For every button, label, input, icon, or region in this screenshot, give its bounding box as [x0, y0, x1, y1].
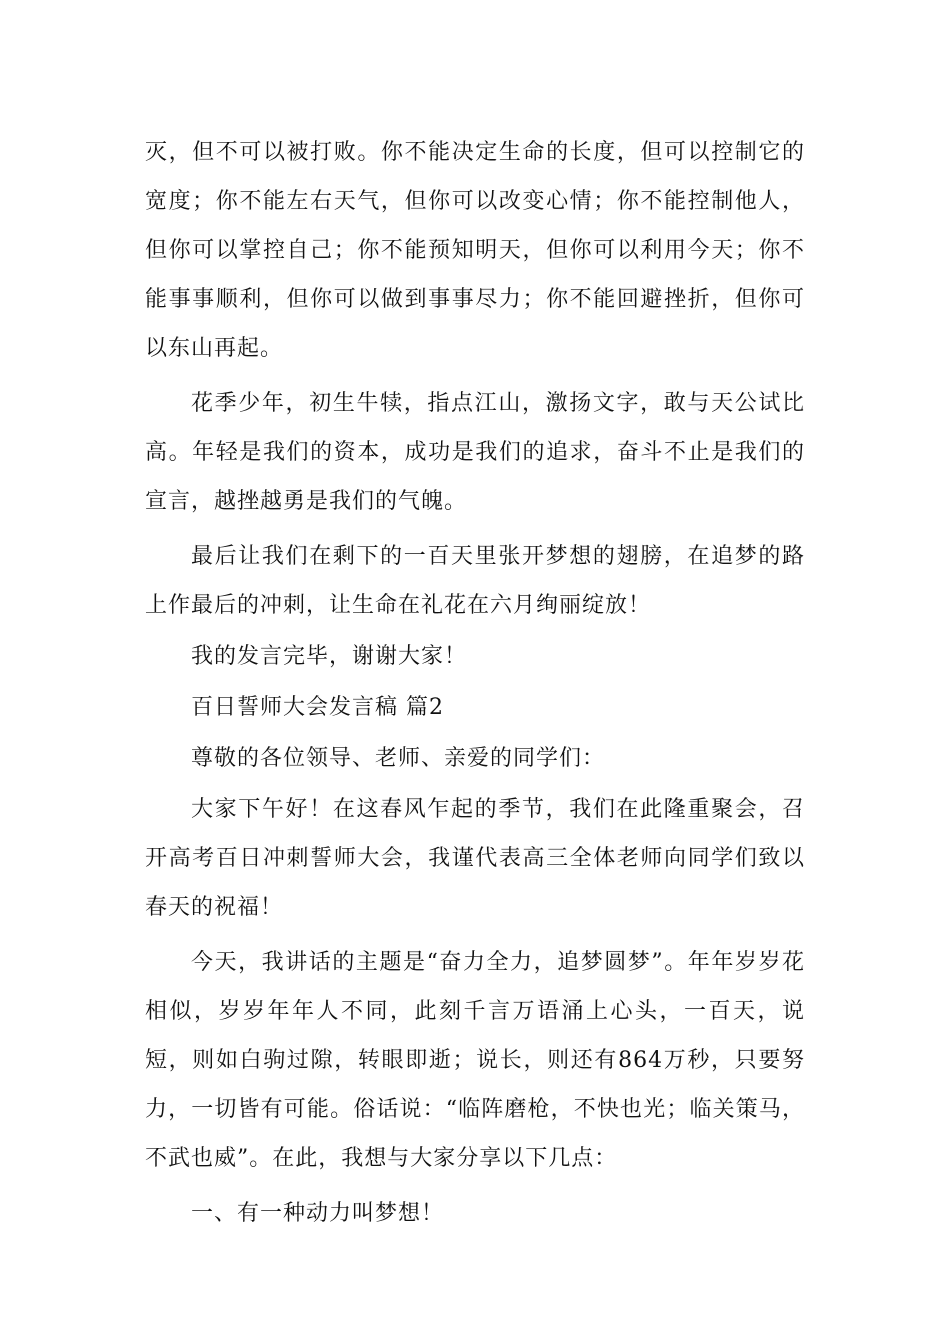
paragraph-final-sprint: 最后让我们在剩下的一百天里张开梦想的翅膀，在追梦的路上作最后的冲刺，让生命在礼花在六月绚丽绽放！: [145, 544, 805, 618]
paragraph-point-one: 一、有一种动力叫梦想！: [191, 1201, 445, 1226]
paragraph-greeting: 大家下午好！在这春风乍起的季节，我们在此隆重聚会，召开高考百日冲刺誓师大会，我谨代表高三全体老师向同学们致以春天的祝福！: [145, 797, 805, 920]
document-body: [145, 128, 805, 1238]
paragraph-continuation: 灭，但不可以被打败。你不能决定生命的长度，但可以控制它的宽度；你不能左右天气，但你可以改变心情；你不能控制他人，但你可以掌控自己；你不能预知明天，但你可以利用今天；你不能事事顺利，但你可以做到事事尽力；你不能回避挫折，但你可以东山再起。: [145, 140, 805, 361]
paragraph-youth: 花季少年，初生牛犊，指点江山，激扬文字，敢与天公试比高。年轻是我们的资本，成功是我们的追求，奋斗不止是我们的宣言，越挫越勇是我们的气魄。: [145, 391, 805, 514]
section-heading: 百日誓师大会发言稿 篇2: [191, 695, 444, 720]
paragraph-salutation: 尊敬的各位领导、老师、亲爱的同学们：: [191, 746, 606, 771]
paragraph-closing: 我的发言完毕，谢谢大家！: [191, 644, 468, 669]
paragraph-theme: 今天，我讲话的主题是“奋力全力，追梦圆梦”。年年岁岁花相似，岁岁年年人不同，此刻千言万语涌上心头，一百天，说短，则如白驹过隙，转眼即逝；说长，则还有864万秒，只要努力，一切皆有可能。俗话说：“临阵磨枪，不快也光；临关策马，不武也威”。在此，我想与大家分享以下几点：: [145, 950, 805, 1171]
